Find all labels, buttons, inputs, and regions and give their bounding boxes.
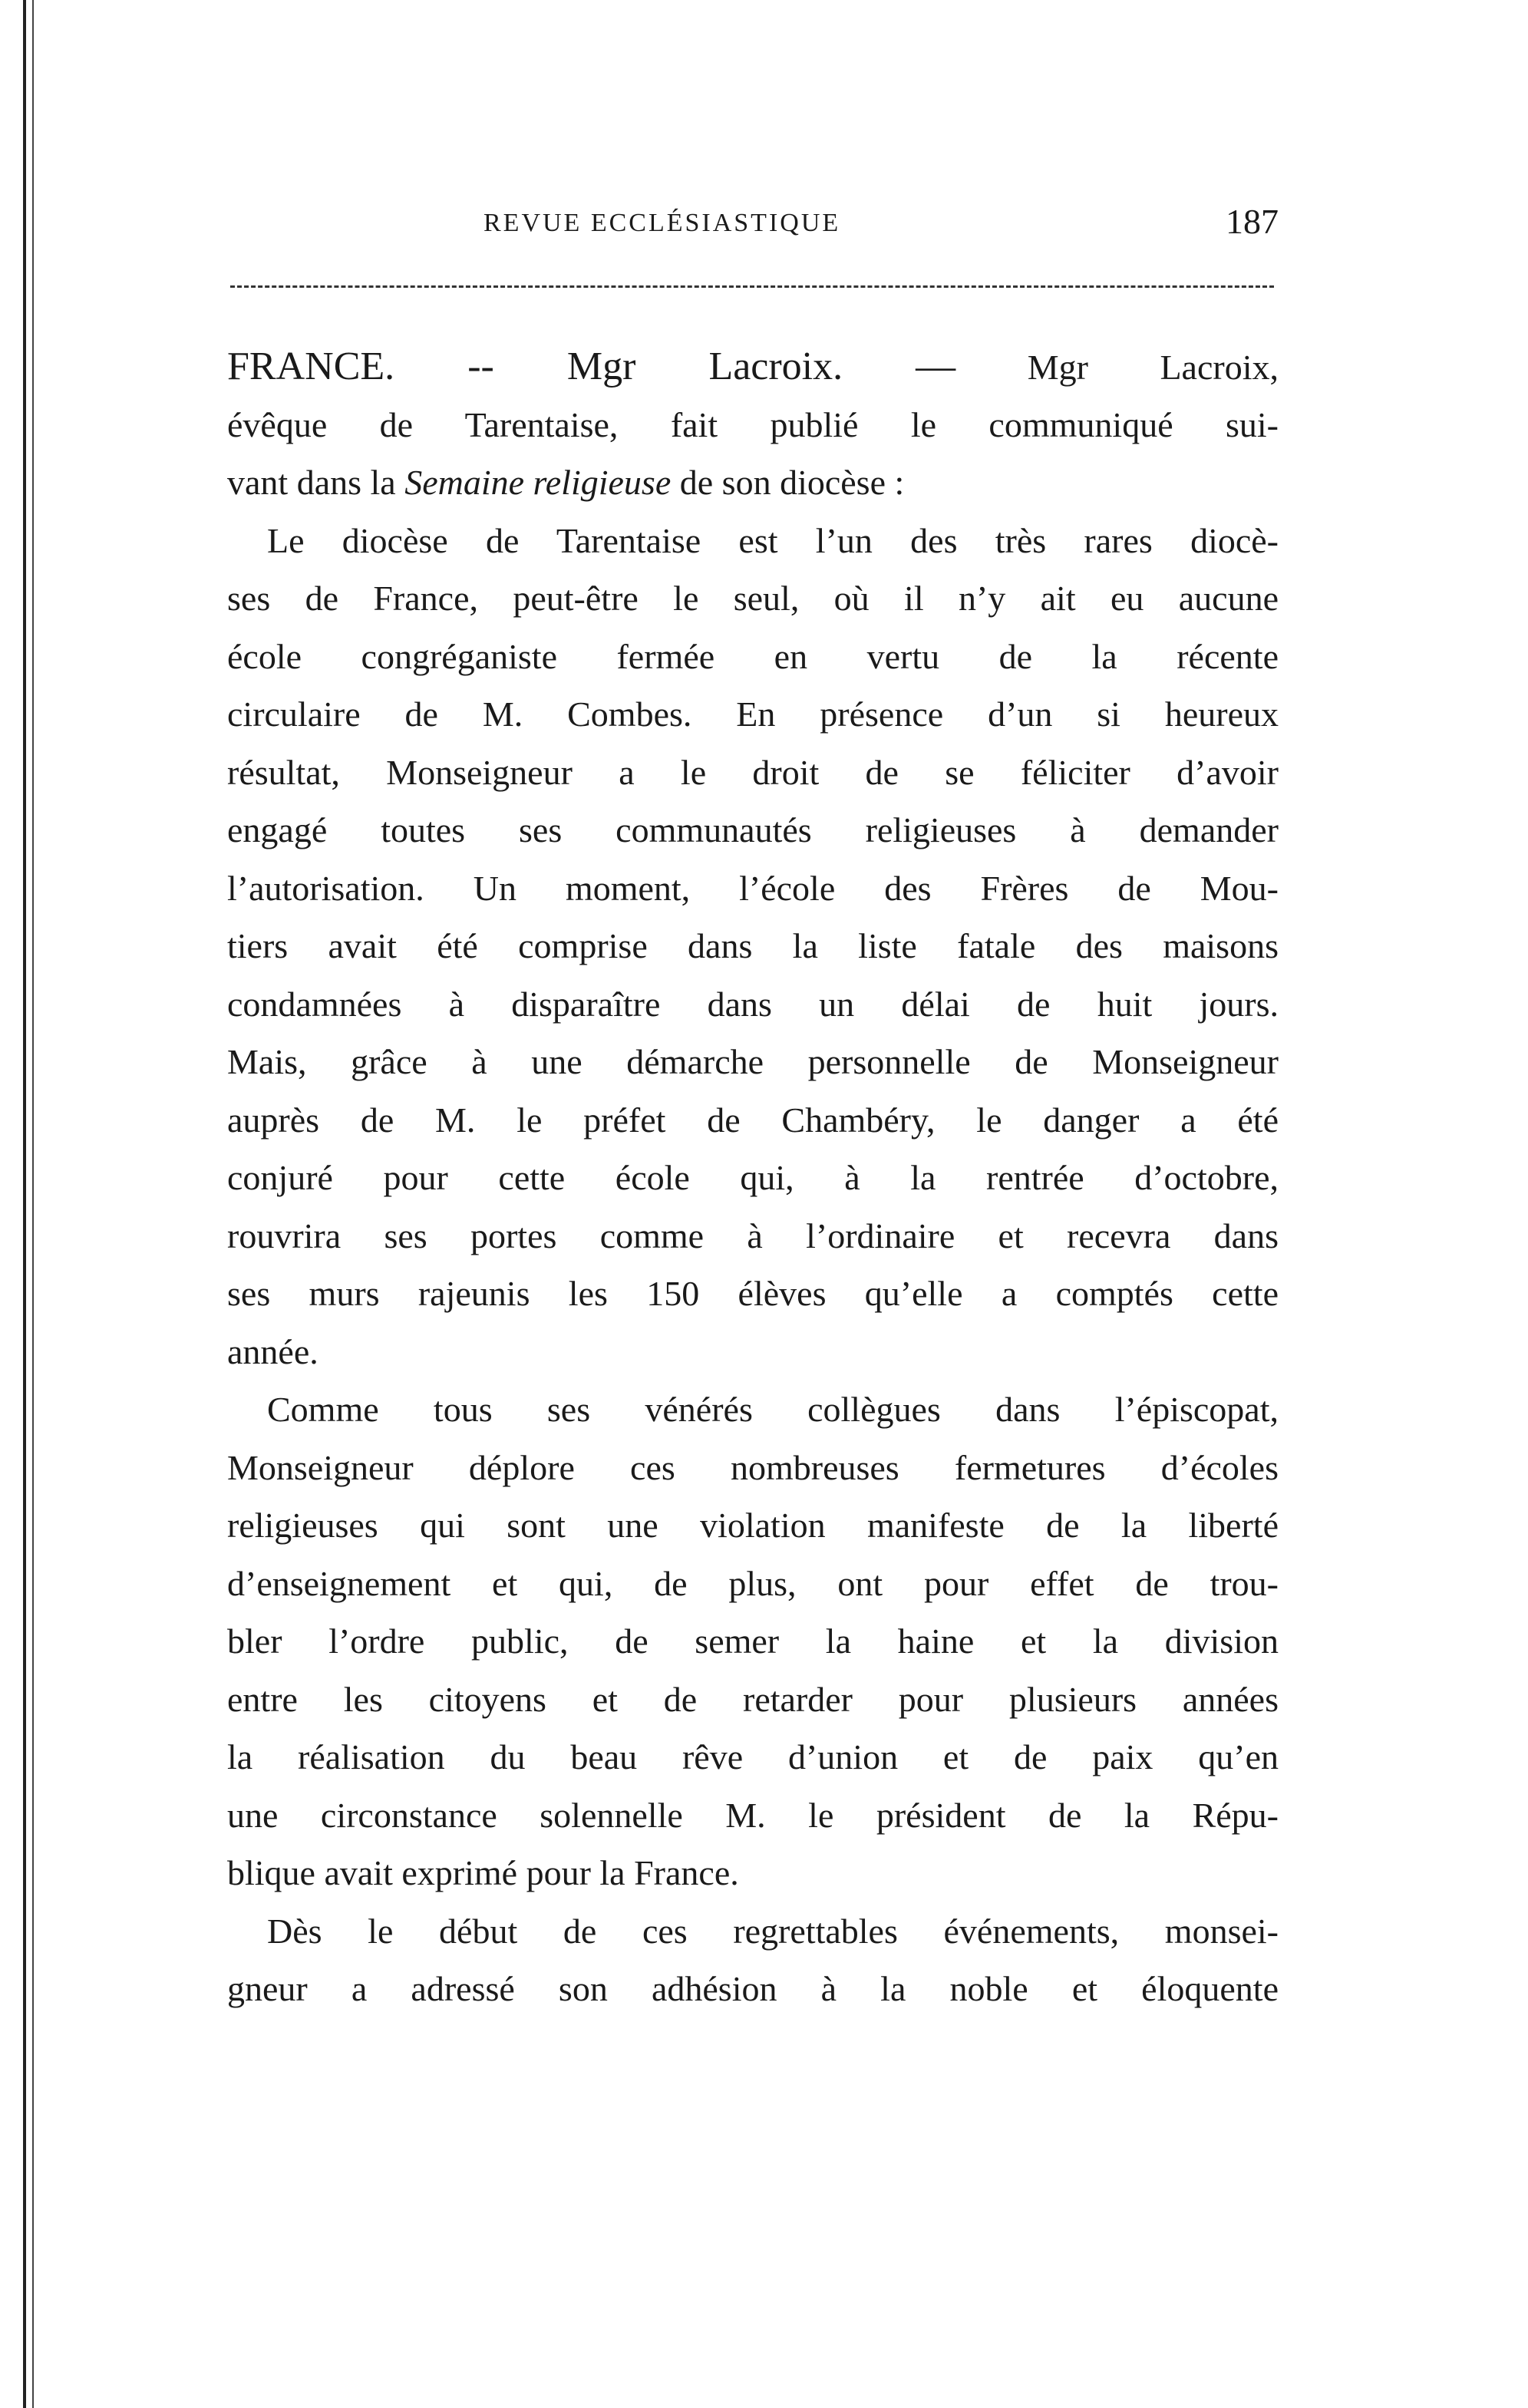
text-line: ses de France, peut-être le seul, où il n’y ait eu aucune <box>227 579 1279 618</box>
page-number: 187 <box>1226 202 1279 241</box>
running-head <box>227 202 1279 252</box>
text-line: école congréganiste fermée en vertu de la récente <box>227 636 1279 676</box>
header-rule <box>230 285 1274 288</box>
text-line: entre les citoyens et de retarder pour plusieurs années <box>227 1679 1279 1719</box>
text-line: blique avait exprimé pour la France. <box>227 1853 739 1892</box>
binding-edge <box>23 0 26 2408</box>
text-line: auprès de M. le préfet de Chambéry, le danger a été <box>227 1100 1279 1140</box>
text-line: Dès le début de ces regrettables événements, monsei- <box>267 1911 1279 1951</box>
text-line <box>227 338 1279 396</box>
text-line: évêque de Tarentaise, fait publié le communiqué sui- <box>227 404 1279 444</box>
text-line: résultat, Monseigneur a le droit de se féliciter d’avoir <box>227 752 1279 792</box>
text-line: Le diocèse de Tarentaise est l’un des très rares diocè- <box>267 520 1279 560</box>
text-line: l’autorisation. Un moment, l’école des Frères de Mou- <box>227 868 1279 908</box>
text-line: année. <box>227 1331 318 1371</box>
publication-title: Semaine religieuse <box>404 463 672 502</box>
line-text: de son diocèse : <box>671 463 905 502</box>
text-line: ses murs rajeunis les 150 élèves qu’elle a comptés cette <box>227 1274 1279 1313</box>
text-line: bler l’ordre public, de semer la haine et la division <box>227 1621 1279 1661</box>
line-text: vant dans la <box>227 463 405 502</box>
text-line: condamnées à disparaître dans un délai de huit jours. <box>227 984 1279 1024</box>
text-line: une circonstance solennelle M. le président de la Répu- <box>227 1795 1279 1835</box>
text-line: circulaire de M. Combes. En présence d’un si heureux <box>227 694 1279 734</box>
text-line: religieuses qui sont une violation manifeste de la liberté <box>227 1506 1279 1545</box>
text-line: Monseigneur déplore ces nombreuses fermetures d’écoles <box>227 1447 1279 1487</box>
text-line: tiers avait été comprise dans la liste fatale des maisons <box>227 926 1279 965</box>
text-line: conjuré pour cette école qui, à la rentrée d’octobre, <box>227 1158 1279 1197</box>
text-line: Mais, grâce à une démarche personnelle de Monseigneur <box>227 1042 1279 1081</box>
text-line: Comme tous ses vénérés collègues dans l’épiscopat, <box>267 1390 1279 1429</box>
text-line: rouvrira ses portes comme à l’ordinaire et recevra dans <box>227 1216 1279 1255</box>
text-line: d’enseignement et qui, de plus, ont pour effet de trou- <box>227 1563 1279 1603</box>
text-line <box>227 454 1279 512</box>
text-line: gneur a adressé son adhésion à la noble et éloquente <box>227 1969 1279 2008</box>
running-title: REVUE ECCLÉSIASTIQUE <box>483 209 841 237</box>
article-heading: FRANCE. -- Mgr Lacroix. — <box>227 345 956 388</box>
binding-edge-inner <box>32 0 34 2408</box>
text-line: engagé toutes ses communautés religieuses à demander <box>227 810 1279 849</box>
text-line: la réalisation du beau rêve d’union et de paix qu’en <box>227 1737 1279 1776</box>
line-text: Mgr Lacroix, <box>955 348 1279 387</box>
article-body <box>227 338 1279 2018</box>
